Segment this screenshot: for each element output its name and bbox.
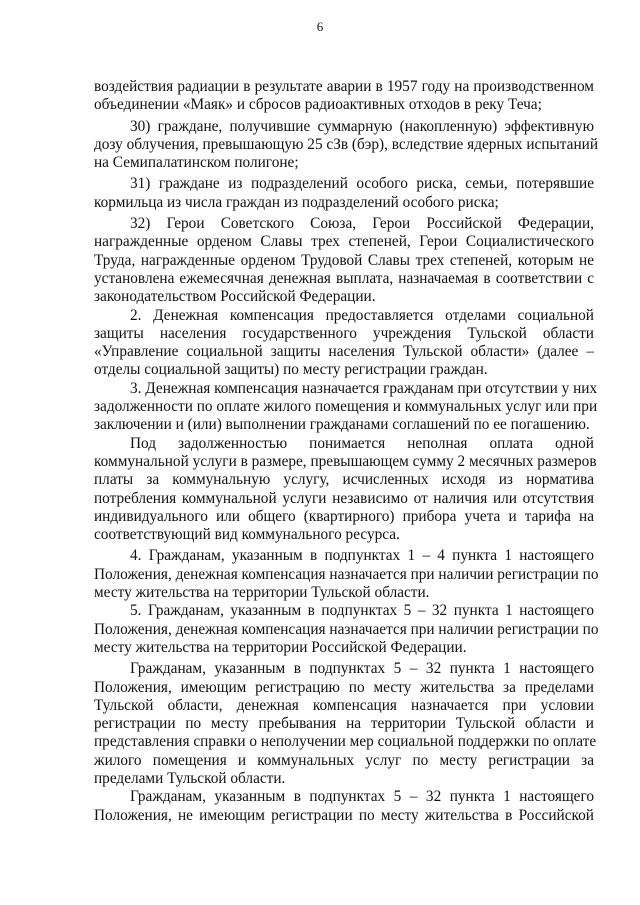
text-line: представления справки о неполучении мер социальной поддержки по оплате [94, 733, 597, 751]
paragraph [94, 379, 598, 435]
text-line: индивидуального или общего (квартирного) прибора учета и тарифа на [94, 507, 594, 525]
text-line: жилого помещения и коммунальных услуг по месту регистрации за [94, 751, 594, 769]
text-line: Труда, награжденные орденом Трудовой Славы трех степеней, которым не [94, 251, 594, 269]
text-line: задолженности по оплате жилого помещения и коммунальных услуг или при [94, 398, 598, 416]
text-line: награжденные орденом Славы трех степеней, Герои Социалистического [94, 233, 594, 251]
text-line: воздействия радиации в результате аварии в 1957 году на производственном [94, 78, 594, 95]
text-line: соответствующий вид коммунального ресурса. [94, 526, 400, 544]
text-line: дозу облучения, превышающую 25 сЗв (бэр), вследствие ядерных испытаний [94, 135, 599, 153]
text-line: 31) граждане из подразделений особого риска, семьи, потерявшие [130, 175, 594, 193]
text-line: Положения, не имеющим регистрации по месту жительства в Российской [94, 806, 594, 824]
text-line: законодательством Российской Федерации. [94, 288, 376, 306]
text-line: платы за коммунальную услугу, исчисленных исходя из норматива [94, 471, 594, 489]
text-line: Положения, имеющим регистрацию по месту жительства за пределами [94, 678, 594, 696]
text-line: Гражданам, указанным в подпунктах 5 – 32 пункта 1 настоящего [130, 660, 594, 678]
paragraph [94, 175, 594, 212]
text-line: заключении и (или) выполнении гражданами соглашений по ее погашению. [94, 416, 590, 434]
text-line: месту жительства на территории Российской Федерации. [94, 638, 467, 656]
text-line: Тульской области, денежная компенсация назначается при условии [94, 696, 594, 714]
text-line: 5. Гражданам, указанным в подпунктах 5 – 32 пункта 1 настоящего [130, 602, 594, 620]
text-line: коммунальной услуги в размере, превышающем сумму 2 месячных размеров [94, 452, 597, 470]
text-line: 30) граждане, получившие суммарную (накопленную) эффективную [130, 117, 594, 135]
text-line: отделы социальной защиты) по месту регистрации граждан. [94, 361, 488, 379]
page-number: 6 [316, 19, 324, 34]
text-line: объединении «Маяк» и сбросов радиоактивных отходов в реку Теча; [94, 96, 542, 114]
paragraph [94, 78, 594, 115]
text-line: пределами Тульской области. [94, 769, 286, 787]
paragraph [94, 434, 597, 545]
text-line: 4. Гражданам, указанным в подпунктах 1 – 4 пункта 1 настоящего [130, 547, 594, 565]
text-line: Положения, денежная компенсация назначается при наличии регистрации по [94, 565, 599, 583]
paragraph [94, 215, 594, 306]
text-line: месту жительства на территории Тульской области. [94, 584, 430, 602]
text-line: 32) Герои Советского Союза, Герои Российской Федерации, [130, 215, 594, 233]
text-line: 3. Денежная компенсация назначается гражданам при отсутствии у них [130, 379, 598, 397]
text-line: Под задолженностью понимается неполная оплата одной [130, 434, 594, 452]
paragraph [94, 788, 594, 825]
paragraph [94, 117, 599, 173]
paragraph [94, 307, 594, 380]
paragraph [94, 602, 599, 657]
text-line: Гражданам, указанным в подпунктах 5 – 32 пункта 1 настоящего [130, 788, 594, 806]
document-body [94, 78, 599, 825]
paragraph [94, 660, 597, 788]
text-line: 2. Денежная компенсация предоставляется отделами социальной [130, 306, 594, 324]
text-line: кормильца из числа граждан из подразделений особого риска; [94, 193, 499, 211]
text-line: защиты населения государственного учреждения Тульской области [94, 324, 594, 342]
text-line: регистрации по месту пребывания на территории Тульской области и [94, 715, 594, 733]
text-line: установлена ежемесячная денежная выплата, назначаемая в соответствии с [94, 269, 594, 287]
text-line: Положения, денежная компенсация назначается при наличии регистрации по [94, 620, 599, 638]
paragraph [94, 547, 599, 602]
text-line: на Семипалатинском полигоне; [94, 154, 299, 172]
text-line: «Управление социальной защиты населения Тульской области» (далее – [94, 343, 594, 361]
text-line: потребления коммунальной услуги независимо от наличия или отсутствия [94, 489, 594, 507]
